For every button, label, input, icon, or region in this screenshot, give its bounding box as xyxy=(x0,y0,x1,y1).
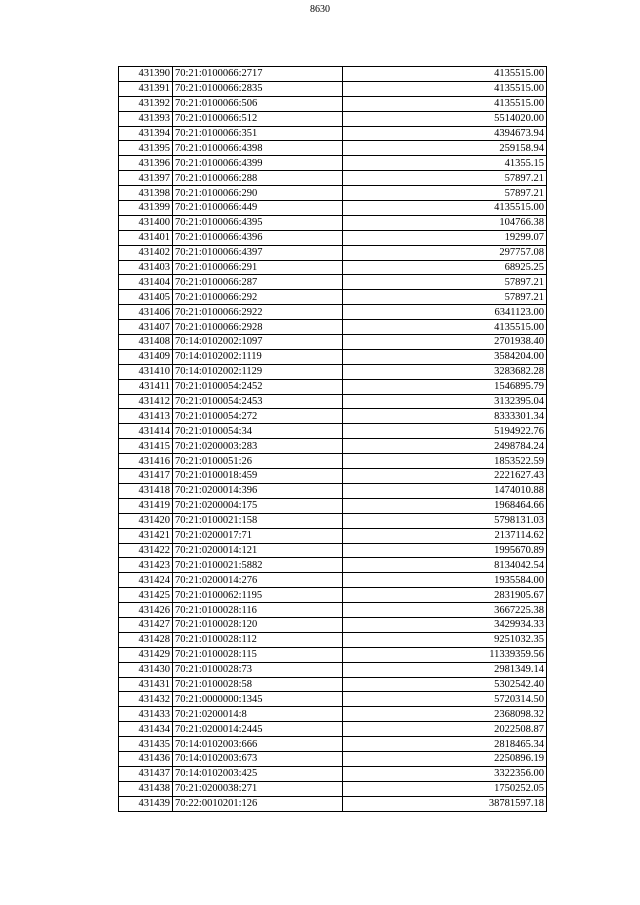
cadastral-value-cell: 5194922.76 xyxy=(343,424,547,439)
cadastral-value-cell: 3584204.00 xyxy=(343,349,547,364)
cadastral-number-cell: 70:21:0100051:26 xyxy=(173,454,343,469)
cadastral-number-cell: 70:21:0100021:5882 xyxy=(173,558,343,573)
table-row xyxy=(119,707,547,722)
row-number-cell: 431412 xyxy=(119,394,173,409)
row-number-cell: 431435 xyxy=(119,737,173,752)
row-number-cell: 431433 xyxy=(119,707,173,722)
cadastral-value-cell: 297757.08 xyxy=(343,245,547,260)
table-row xyxy=(119,588,547,603)
row-number-cell: 431400 xyxy=(119,215,173,230)
row-number-cell: 431403 xyxy=(119,260,173,275)
cadastral-value-cell: 1474010.88 xyxy=(343,483,547,498)
cadastral-number-cell: 70:21:0200014:8 xyxy=(173,707,343,722)
cadastral-number-cell: 70:21:0100028:116 xyxy=(173,603,343,618)
cadastral-value-cell: 9251032.35 xyxy=(343,632,547,647)
cadastral-value-cell: 104766.38 xyxy=(343,215,547,230)
cadastral-number-cell: 70:21:0100028:115 xyxy=(173,647,343,662)
row-number-cell: 431418 xyxy=(119,483,173,498)
cadastral-value-table xyxy=(118,66,547,812)
table-row xyxy=(119,126,547,141)
table-row xyxy=(119,662,547,677)
cadastral-value-cell: 2701938.40 xyxy=(343,335,547,350)
cadastral-value-cell: 259158.94 xyxy=(343,141,547,156)
row-number-cell: 431401 xyxy=(119,230,173,245)
table-row xyxy=(119,603,547,618)
row-number-cell: 431416 xyxy=(119,454,173,469)
table-row xyxy=(119,186,547,201)
row-number-cell: 431407 xyxy=(119,320,173,335)
table-row xyxy=(119,483,547,498)
cadastral-number-cell: 70:21:0200003:283 xyxy=(173,439,343,454)
table-row xyxy=(119,692,547,707)
row-number-cell: 431415 xyxy=(119,439,173,454)
row-number-cell: 431420 xyxy=(119,513,173,528)
cadastral-number-cell: 70:21:0200014:396 xyxy=(173,483,343,498)
row-number-cell: 431421 xyxy=(119,528,173,543)
table-row xyxy=(119,409,547,424)
cadastral-value-cell: 2221627.43 xyxy=(343,469,547,484)
cadastral-value-cell: 2137114.62 xyxy=(343,528,547,543)
cadastral-number-cell: 70:21:0100066:290 xyxy=(173,186,343,201)
table-row xyxy=(119,751,547,766)
table-row xyxy=(119,111,547,126)
row-number-cell: 431395 xyxy=(119,141,173,156)
row-number-cell: 431422 xyxy=(119,543,173,558)
row-number-cell: 431424 xyxy=(119,573,173,588)
cadastral-value-cell: 3283682.28 xyxy=(343,364,547,379)
table-row xyxy=(119,81,547,96)
cadastral-value-cell: 11339359.56 xyxy=(343,647,547,662)
cadastral-value-cell: 5514020.00 xyxy=(343,111,547,126)
row-number-cell: 431429 xyxy=(119,647,173,662)
table-row xyxy=(119,781,547,796)
table-row xyxy=(119,677,547,692)
table-row xyxy=(119,364,547,379)
cadastral-value-cell: 19299.07 xyxy=(343,230,547,245)
cadastral-number-cell: 70:14:0102002:1097 xyxy=(173,335,343,350)
cadastral-value-cell: 4135515.00 xyxy=(343,96,547,111)
cadastral-number-cell: 70:21:0100066:2928 xyxy=(173,320,343,335)
row-number-cell: 431434 xyxy=(119,722,173,737)
row-number-cell: 431423 xyxy=(119,558,173,573)
cadastral-number-cell: 70:21:0100054:2453 xyxy=(173,394,343,409)
cadastral-number-cell: 70:21:0100066:351 xyxy=(173,126,343,141)
row-number-cell: 431392 xyxy=(119,96,173,111)
cadastral-value-cell: 1750252.05 xyxy=(343,781,547,796)
cadastral-number-cell: 70:21:0100062:1195 xyxy=(173,588,343,603)
cadastral-value-cell: 5720314.50 xyxy=(343,692,547,707)
cadastral-number-cell: 70:21:0100066:4396 xyxy=(173,230,343,245)
table-row xyxy=(119,201,547,216)
row-number-cell: 431390 xyxy=(119,67,173,82)
cadastral-number-cell: 70:21:0100066:4398 xyxy=(173,141,343,156)
row-number-cell: 431428 xyxy=(119,632,173,647)
table-row xyxy=(119,96,547,111)
table-row xyxy=(119,245,547,260)
cadastral-value-cell: 57897.21 xyxy=(343,186,547,201)
table-row xyxy=(119,543,547,558)
cadastral-number-cell: 70:21:0100066:4397 xyxy=(173,245,343,260)
table-row xyxy=(119,454,547,469)
cadastral-value-cell: 1995670.89 xyxy=(343,543,547,558)
table-row xyxy=(119,528,547,543)
row-number-cell: 431439 xyxy=(119,796,173,811)
cadastral-number-cell: 70:21:0000000:1345 xyxy=(173,692,343,707)
row-number-cell: 431406 xyxy=(119,305,173,320)
row-number-cell: 431409 xyxy=(119,349,173,364)
cadastral-number-cell: 70:14:0102003:666 xyxy=(173,737,343,752)
row-number-cell: 431391 xyxy=(119,81,173,96)
cadastral-value-cell: 1935584.00 xyxy=(343,573,547,588)
row-number-cell: 431417 xyxy=(119,469,173,484)
row-number-cell: 431393 xyxy=(119,111,173,126)
cadastral-value-cell: 57897.21 xyxy=(343,275,547,290)
cadastral-value-cell: 2022508.87 xyxy=(343,722,547,737)
row-number-cell: 431431 xyxy=(119,677,173,692)
table-row xyxy=(119,632,547,647)
cadastral-number-cell: 70:21:0100028:120 xyxy=(173,617,343,632)
cadastral-number-cell: 70:21:0100066:2835 xyxy=(173,81,343,96)
cadastral-number-cell: 70:21:0100018:459 xyxy=(173,469,343,484)
cadastral-number-cell: 70:21:0200004:175 xyxy=(173,498,343,513)
cadastral-value-cell: 2368098.32 xyxy=(343,707,547,722)
table-row xyxy=(119,498,547,513)
row-number-cell: 431402 xyxy=(119,245,173,260)
cadastral-number-cell: 70:21:0100066:291 xyxy=(173,260,343,275)
cadastral-number-cell: 70:14:0102003:425 xyxy=(173,766,343,781)
cadastral-number-cell: 70:21:0100028:73 xyxy=(173,662,343,677)
cadastral-number-cell: 70:21:0100066:4399 xyxy=(173,156,343,171)
row-number-cell: 431425 xyxy=(119,588,173,603)
table-row xyxy=(119,230,547,245)
cadastral-value-cell: 4135515.00 xyxy=(343,320,547,335)
cadastral-value-cell: 2498784.24 xyxy=(343,439,547,454)
row-number-cell: 431437 xyxy=(119,766,173,781)
table-row xyxy=(119,275,547,290)
table-row xyxy=(119,617,547,632)
cadastral-value-cell: 41355.15 xyxy=(343,156,547,171)
cadastral-value-cell: 6341123.00 xyxy=(343,305,547,320)
cadastral-number-cell: 70:21:0100054:34 xyxy=(173,424,343,439)
row-number-cell: 431419 xyxy=(119,498,173,513)
cadastral-value-cell: 3322356.00 xyxy=(343,766,547,781)
row-number-cell: 431426 xyxy=(119,603,173,618)
cadastral-number-cell: 70:21:0100066:288 xyxy=(173,171,343,186)
row-number-cell: 431414 xyxy=(119,424,173,439)
table-row xyxy=(119,796,547,811)
row-number-cell: 431396 xyxy=(119,156,173,171)
row-number-cell: 431408 xyxy=(119,335,173,350)
cadastral-value-cell: 5798131.03 xyxy=(343,513,547,528)
table-row xyxy=(119,439,547,454)
cadastral-value-cell: 1853522.59 xyxy=(343,454,547,469)
cadastral-value-cell: 1968464.66 xyxy=(343,498,547,513)
cadastral-value-cell: 5302542.40 xyxy=(343,677,547,692)
cadastral-number-cell: 70:21:0100021:158 xyxy=(173,513,343,528)
cadastral-number-cell: 70:21:0200017:71 xyxy=(173,528,343,543)
page-number: 8630 xyxy=(310,4,330,15)
cadastral-value-cell: 4135515.00 xyxy=(343,81,547,96)
cadastral-number-cell: 70:21:0200038:271 xyxy=(173,781,343,796)
row-number-cell: 431427 xyxy=(119,617,173,632)
cadastral-number-cell: 70:21:0100028:58 xyxy=(173,677,343,692)
cadastral-value-cell: 2981349.14 xyxy=(343,662,547,677)
cadastral-number-cell: 70:21:0200014:2445 xyxy=(173,722,343,737)
cadastral-value-cell: 3429934.33 xyxy=(343,617,547,632)
row-number-cell: 431399 xyxy=(119,201,173,216)
cadastral-number-cell: 70:21:0100054:272 xyxy=(173,409,343,424)
cadastral-number-cell: 70:14:0102002:1119 xyxy=(173,349,343,364)
table-row xyxy=(119,215,547,230)
cadastral-value-cell: 3667225.38 xyxy=(343,603,547,618)
table-row xyxy=(119,722,547,737)
cadastral-value-cell: 68925.25 xyxy=(343,260,547,275)
table-row xyxy=(119,647,547,662)
cadastral-value-cell: 2818465.34 xyxy=(343,737,547,752)
table-row xyxy=(119,156,547,171)
table-body xyxy=(119,67,547,812)
row-number-cell: 431436 xyxy=(119,751,173,766)
cadastral-number-cell: 70:21:0200014:276 xyxy=(173,573,343,588)
cadastral-value-cell: 57897.21 xyxy=(343,290,547,305)
table-row xyxy=(119,141,547,156)
cadastral-number-cell: 70:21:0100066:292 xyxy=(173,290,343,305)
cadastral-number-cell: 70:21:0100066:4395 xyxy=(173,215,343,230)
table-row xyxy=(119,349,547,364)
row-number-cell: 431397 xyxy=(119,171,173,186)
table-row xyxy=(119,737,547,752)
cadastral-value-cell: 4135515.00 xyxy=(343,67,547,82)
cadastral-value-cell: 57897.21 xyxy=(343,171,547,186)
row-number-cell: 431438 xyxy=(119,781,173,796)
cadastral-value-cell: 1546895.79 xyxy=(343,379,547,394)
row-number-cell: 431432 xyxy=(119,692,173,707)
table-row xyxy=(119,766,547,781)
table-row xyxy=(119,394,547,409)
row-number-cell: 431413 xyxy=(119,409,173,424)
table-row xyxy=(119,558,547,573)
table-row xyxy=(119,290,547,305)
cadastral-value-cell: 4135515.00 xyxy=(343,201,547,216)
cadastral-value-cell: 2831905.67 xyxy=(343,588,547,603)
row-number-cell: 431411 xyxy=(119,379,173,394)
table-row xyxy=(119,320,547,335)
row-number-cell: 431394 xyxy=(119,126,173,141)
row-number-cell: 431410 xyxy=(119,364,173,379)
table-row xyxy=(119,67,547,82)
cadastral-value-cell: 4394673.94 xyxy=(343,126,547,141)
table-row xyxy=(119,424,547,439)
row-number-cell: 431430 xyxy=(119,662,173,677)
cadastral-number-cell: 70:21:0100028:112 xyxy=(173,632,343,647)
cadastral-number-cell: 70:21:0100066:512 xyxy=(173,111,343,126)
cadastral-value-cell: 2250896.19 xyxy=(343,751,547,766)
cadastral-number-cell: 70:21:0100066:287 xyxy=(173,275,343,290)
cadastral-value-cell: 3132395.04 xyxy=(343,394,547,409)
table-row xyxy=(119,305,547,320)
cadastral-number-cell: 70:21:0100054:2452 xyxy=(173,379,343,394)
row-number-cell: 431404 xyxy=(119,275,173,290)
cadastral-number-cell: 70:14:0102003:673 xyxy=(173,751,343,766)
table-row xyxy=(119,335,547,350)
row-number-cell: 431398 xyxy=(119,186,173,201)
cadastral-number-cell: 70:21:0100066:449 xyxy=(173,201,343,216)
cadastral-value-cell: 8134042.54 xyxy=(343,558,547,573)
table-row xyxy=(119,171,547,186)
table-row xyxy=(119,573,547,588)
table-row xyxy=(119,469,547,484)
cadastral-value-cell: 38781597.18 xyxy=(343,796,547,811)
table-row xyxy=(119,513,547,528)
cadastral-number-cell: 70:14:0102002:1129 xyxy=(173,364,343,379)
cadastral-number-cell: 70:22:0010201:126 xyxy=(173,796,343,811)
cadastral-value-cell: 8333301.34 xyxy=(343,409,547,424)
table-row xyxy=(119,379,547,394)
cadastral-number-cell: 70:21:0100066:2717 xyxy=(173,67,343,82)
row-number-cell: 431405 xyxy=(119,290,173,305)
cadastral-number-cell: 70:21:0100066:2922 xyxy=(173,305,343,320)
cadastral-number-cell: 70:21:0200014:121 xyxy=(173,543,343,558)
table-row xyxy=(119,260,547,275)
cadastral-number-cell: 70:21:0100066:506 xyxy=(173,96,343,111)
